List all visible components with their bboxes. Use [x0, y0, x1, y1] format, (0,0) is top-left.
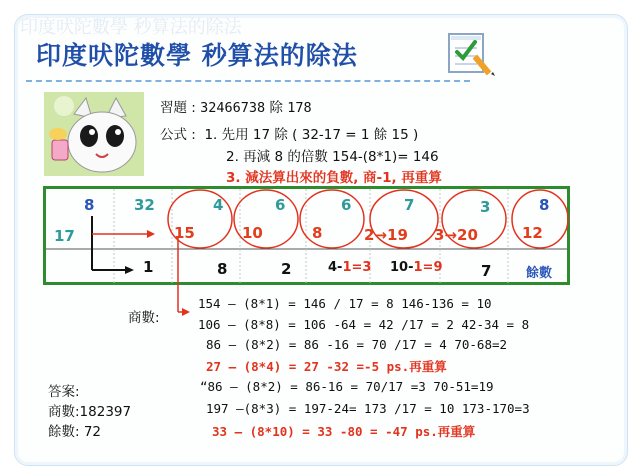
divisor-first-part: 17	[54, 227, 75, 245]
answer-label: 答案:	[48, 384, 80, 400]
checklist-pencil-icon	[445, 28, 499, 78]
quotient-digit-6: 7	[481, 262, 492, 280]
title-divider	[26, 80, 470, 82]
question-dividend: 32466738	[200, 100, 266, 116]
remainder-3: 8	[312, 224, 323, 242]
calc-line-7: 33 – (8*10) = 33 -80 = -47 ps.再重算	[212, 424, 476, 439]
answer-remainder: 餘數: 72	[48, 424, 102, 440]
question-label: 習題	[160, 100, 187, 116]
remainder-5: 3→20	[434, 226, 478, 244]
remainder-1: 15	[174, 224, 195, 242]
kitten-mascot-illustration	[44, 92, 144, 176]
answer-quotient: 商數:182397	[48, 404, 132, 420]
calc-line-5: “86 – (8*2) = 86-16 = 70/17 =3 70-51=19	[200, 379, 494, 394]
quotient-digit-2: 8	[217, 260, 228, 278]
dividend-digit-2: 4	[213, 196, 224, 214]
quotient-digit-5: 10-1=9	[390, 260, 443, 275]
question-line	[160, 96, 312, 116]
quotient-digit-3: 2	[281, 260, 292, 278]
dividend-digit-5: 7	[404, 196, 415, 214]
dividend-digit-3: 6	[275, 196, 286, 214]
quotient-digit-1: 1	[143, 258, 154, 276]
divisor-second-digit: 8	[84, 196, 95, 214]
dividend-digit-7: 8	[539, 196, 550, 214]
calc-line-6: 197 –(8*3) = 197-24= 173 /17 = 10 173-170=3	[206, 401, 530, 416]
question-op: 除	[269, 100, 283, 116]
calc-line-3: 86 – (8*2) = 86 -16 = 70 /17 = 4 70-68=2	[206, 337, 508, 352]
quotient-label: 商數:	[128, 310, 160, 326]
remainder-2: 10	[242, 224, 263, 242]
calc-line-4: 27 – (8*4) = 27 -32 =-5 ps.再重算	[206, 359, 447, 374]
remainder-column-label: 餘數	[526, 266, 553, 281]
formula-step-3: 3. 減法算出來的負數, 商-1, 再重算	[226, 170, 442, 186]
dividend-digit-6: 3	[480, 198, 491, 216]
calc-line-2: 106 – (8*8) = 106 -64 = 42 /17 = 2 42-34 = 8	[198, 317, 530, 332]
calc-line-1: 154 – (8*1) = 146 / 17 = 8 146-136 = 10	[198, 296, 492, 311]
dividend-digit-4: 6	[341, 196, 352, 214]
formula-line-1	[160, 123, 418, 143]
question-divisor: 178	[287, 100, 312, 116]
formula-step-1: 1. 先用 17 除 ( 32-17 = 1 餘 15 )	[204, 127, 419, 143]
formula-step-2: 2. 再減 8 的倍數 154-(8*1)= 146	[226, 149, 439, 165]
dividend-digit-1: 32	[134, 196, 155, 214]
formula-sep: :	[191, 127, 196, 143]
title-watermark: 印度吠陀數學 秒算法的除法	[20, 17, 242, 38]
remainder-6: 12	[522, 224, 543, 242]
formula-label: 公式	[160, 127, 187, 143]
quotient-digit-4: 4-1=3	[328, 260, 372, 275]
remainder-4: 2→19	[364, 226, 408, 244]
question-sep: :	[191, 100, 196, 116]
page-title: 印度吠陀數學 秒算法的除法	[36, 41, 358, 70]
